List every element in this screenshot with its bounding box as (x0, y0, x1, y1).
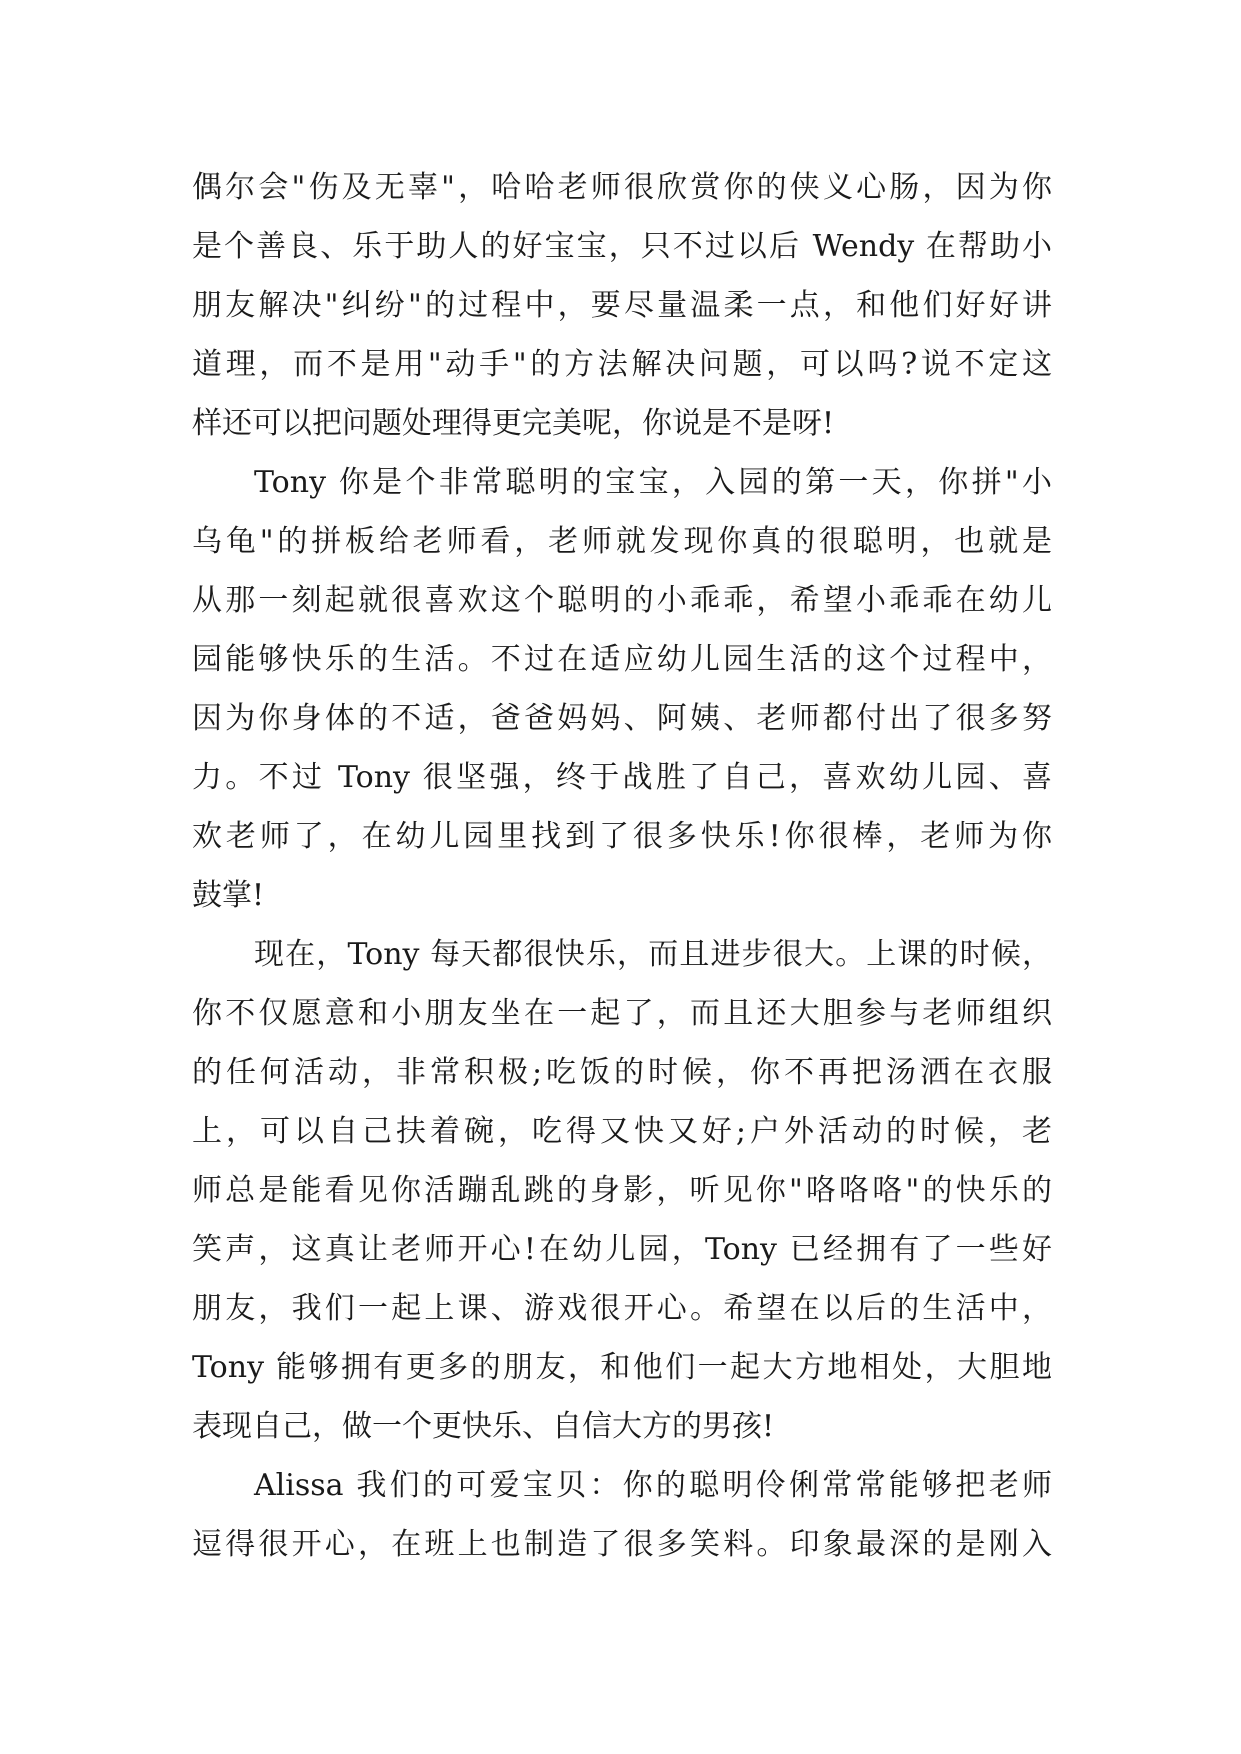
text-line: 偶尔会"伤及无辜"，哈哈老师很欣赏你的侠义心肠，因为你 (192, 170, 1052, 205)
text-line: 现在，Tony 每天都很快乐，而且进步很大。上课的时候， (254, 937, 1052, 972)
text-line: 上，可以自己扶着碗，吃得又快又好;户外活动的时候，老 (192, 1114, 1052, 1149)
paragraph-tony-1 (192, 453, 1052, 925)
text-line: 朋友，我们一起上课、游戏很开心。希望在以后的生活中， (192, 1291, 1052, 1326)
text-line: 朋友解决"纠纷"的过程中，要尽量温柔一点，和他们好好讲 (192, 288, 1052, 323)
text-line: 园能够快乐的生活。不过在适应幼儿园生活的这个过程中， (192, 642, 1052, 677)
text-line: 师总是能看见你活蹦乱跳的身影，听见你"咯咯咯"的快乐的 (192, 1173, 1052, 1208)
text-line: 道理，而不是用"动手"的方法解决问题，可以吗?说不定这 (192, 347, 1052, 382)
paragraph-wendy (192, 158, 1052, 453)
text-line: 逗得很开心，在班上也制造了很多笑料。印象最深的是刚入 (192, 1527, 1052, 1562)
text-line: Tony 能够拥有更多的朋友，和他们一起大方地相处，大胆地 (192, 1350, 1052, 1385)
text-line: 笑声，这真让老师开心!在幼儿园，Tony 已经拥有了一些好 (192, 1232, 1052, 1267)
text-line: 表现自己，做一个更快乐、自信大方的男孩! (192, 1409, 775, 1444)
text-line: 因为你身体的不适，爸爸妈妈、阿姨、老师都付出了很多努 (192, 701, 1052, 736)
document-body (192, 158, 1052, 1574)
text-line: 的任何活动，非常积极;吃饭的时候，你不再把汤洒在衣服 (192, 1055, 1052, 1090)
paragraph-tony-2 (192, 925, 1052, 1456)
text-line: 样还可以把问题处理得更完美呢，你说是不是呀! (192, 406, 835, 441)
text-line: 力。不过 Tony 很坚强，终于战胜了自己，喜欢幼儿园、喜 (192, 760, 1052, 795)
text-line: Tony 你是个非常聪明的宝宝，入园的第一天，你拼"小 (254, 465, 1052, 500)
text-line: 是个善良、乐于助人的好宝宝，只不过以后 Wendy 在帮助小 (192, 229, 1052, 264)
text-line: 你不仅愿意和小朋友坐在一起了，而且还大胆参与老师组织 (192, 996, 1052, 1031)
text-line: 鼓掌! (192, 878, 265, 913)
text-line: Alissa 我们的可爱宝贝：你的聪明伶俐常常能够把老师 (254, 1468, 1052, 1503)
paragraph-alissa (192, 1456, 1052, 1574)
text-line: 乌龟"的拼板给老师看，老师就发现你真的很聪明，也就是 (192, 524, 1052, 559)
text-line: 欢老师了，在幼儿园里找到了很多快乐!你很棒，老师为你 (192, 819, 1052, 854)
text-line: 从那一刻起就很喜欢这个聪明的小乖乖，希望小乖乖在幼儿 (192, 583, 1052, 618)
